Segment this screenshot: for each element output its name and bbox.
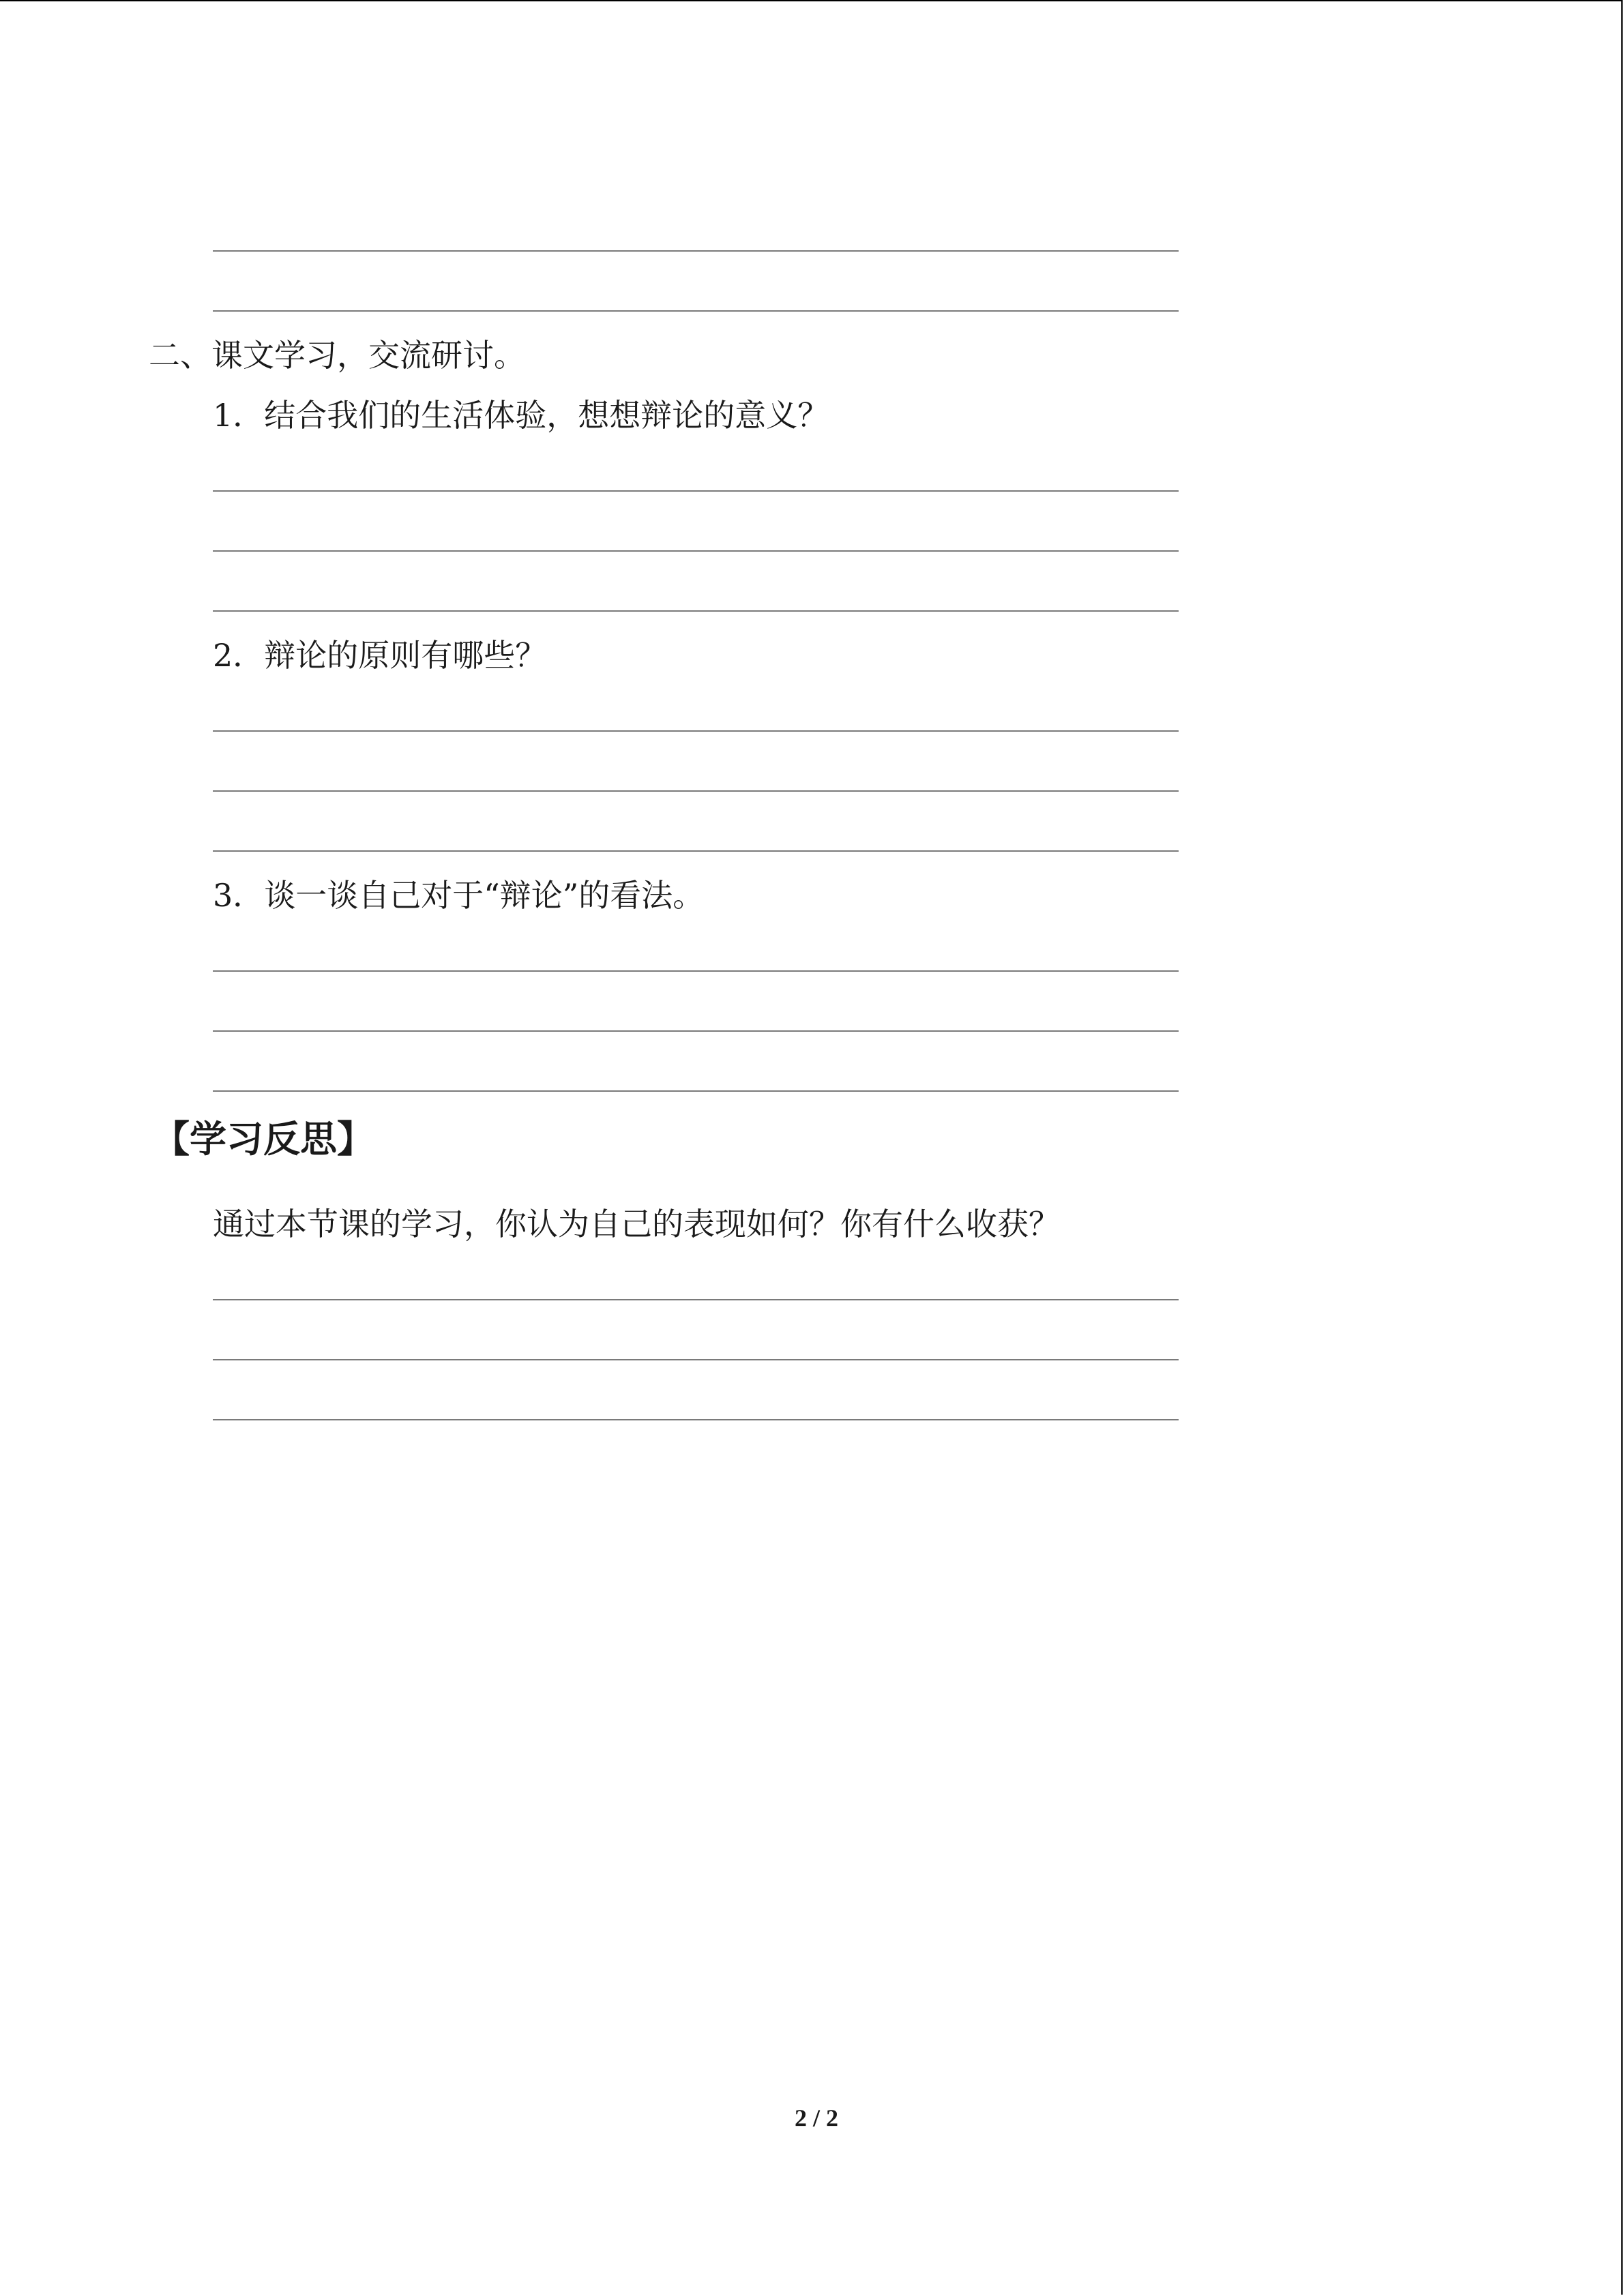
reflection-prompt: 通过本节课的学习，你认为自己的表现如何？你有什么收获？ (213, 1206, 1060, 1242)
question-3: 3．谈一谈自己对于“辩论”的看法。 (213, 877, 705, 914)
answer-line[interactable] (213, 730, 1179, 732)
question-2: 2．辩论的原则有哪些？ (213, 637, 547, 674)
answer-line[interactable] (213, 1419, 1179, 1420)
answer-line[interactable] (213, 970, 1179, 972)
section-heading: 二、课文学习，交流研讨。 (149, 337, 525, 374)
answer-line[interactable] (213, 250, 1179, 252)
answer-line[interactable] (213, 790, 1179, 792)
answer-line[interactable] (213, 850, 1179, 852)
question-1: 1．结合我们的生活体验，想想辩论的意义？ (213, 397, 829, 434)
answer-line[interactable] (213, 1090, 1179, 1092)
answer-line[interactable] (213, 310, 1179, 312)
answer-line[interactable] (213, 1359, 1179, 1360)
answer-line[interactable] (213, 610, 1179, 612)
answer-line[interactable] (213, 1030, 1179, 1032)
reflection-title: 【学习反思】 (153, 1118, 374, 1161)
answer-line[interactable] (213, 550, 1179, 552)
answer-line[interactable] (213, 1299, 1179, 1300)
page-number: 2 / 2 (795, 2104, 839, 2132)
answer-line[interactable] (213, 490, 1179, 492)
